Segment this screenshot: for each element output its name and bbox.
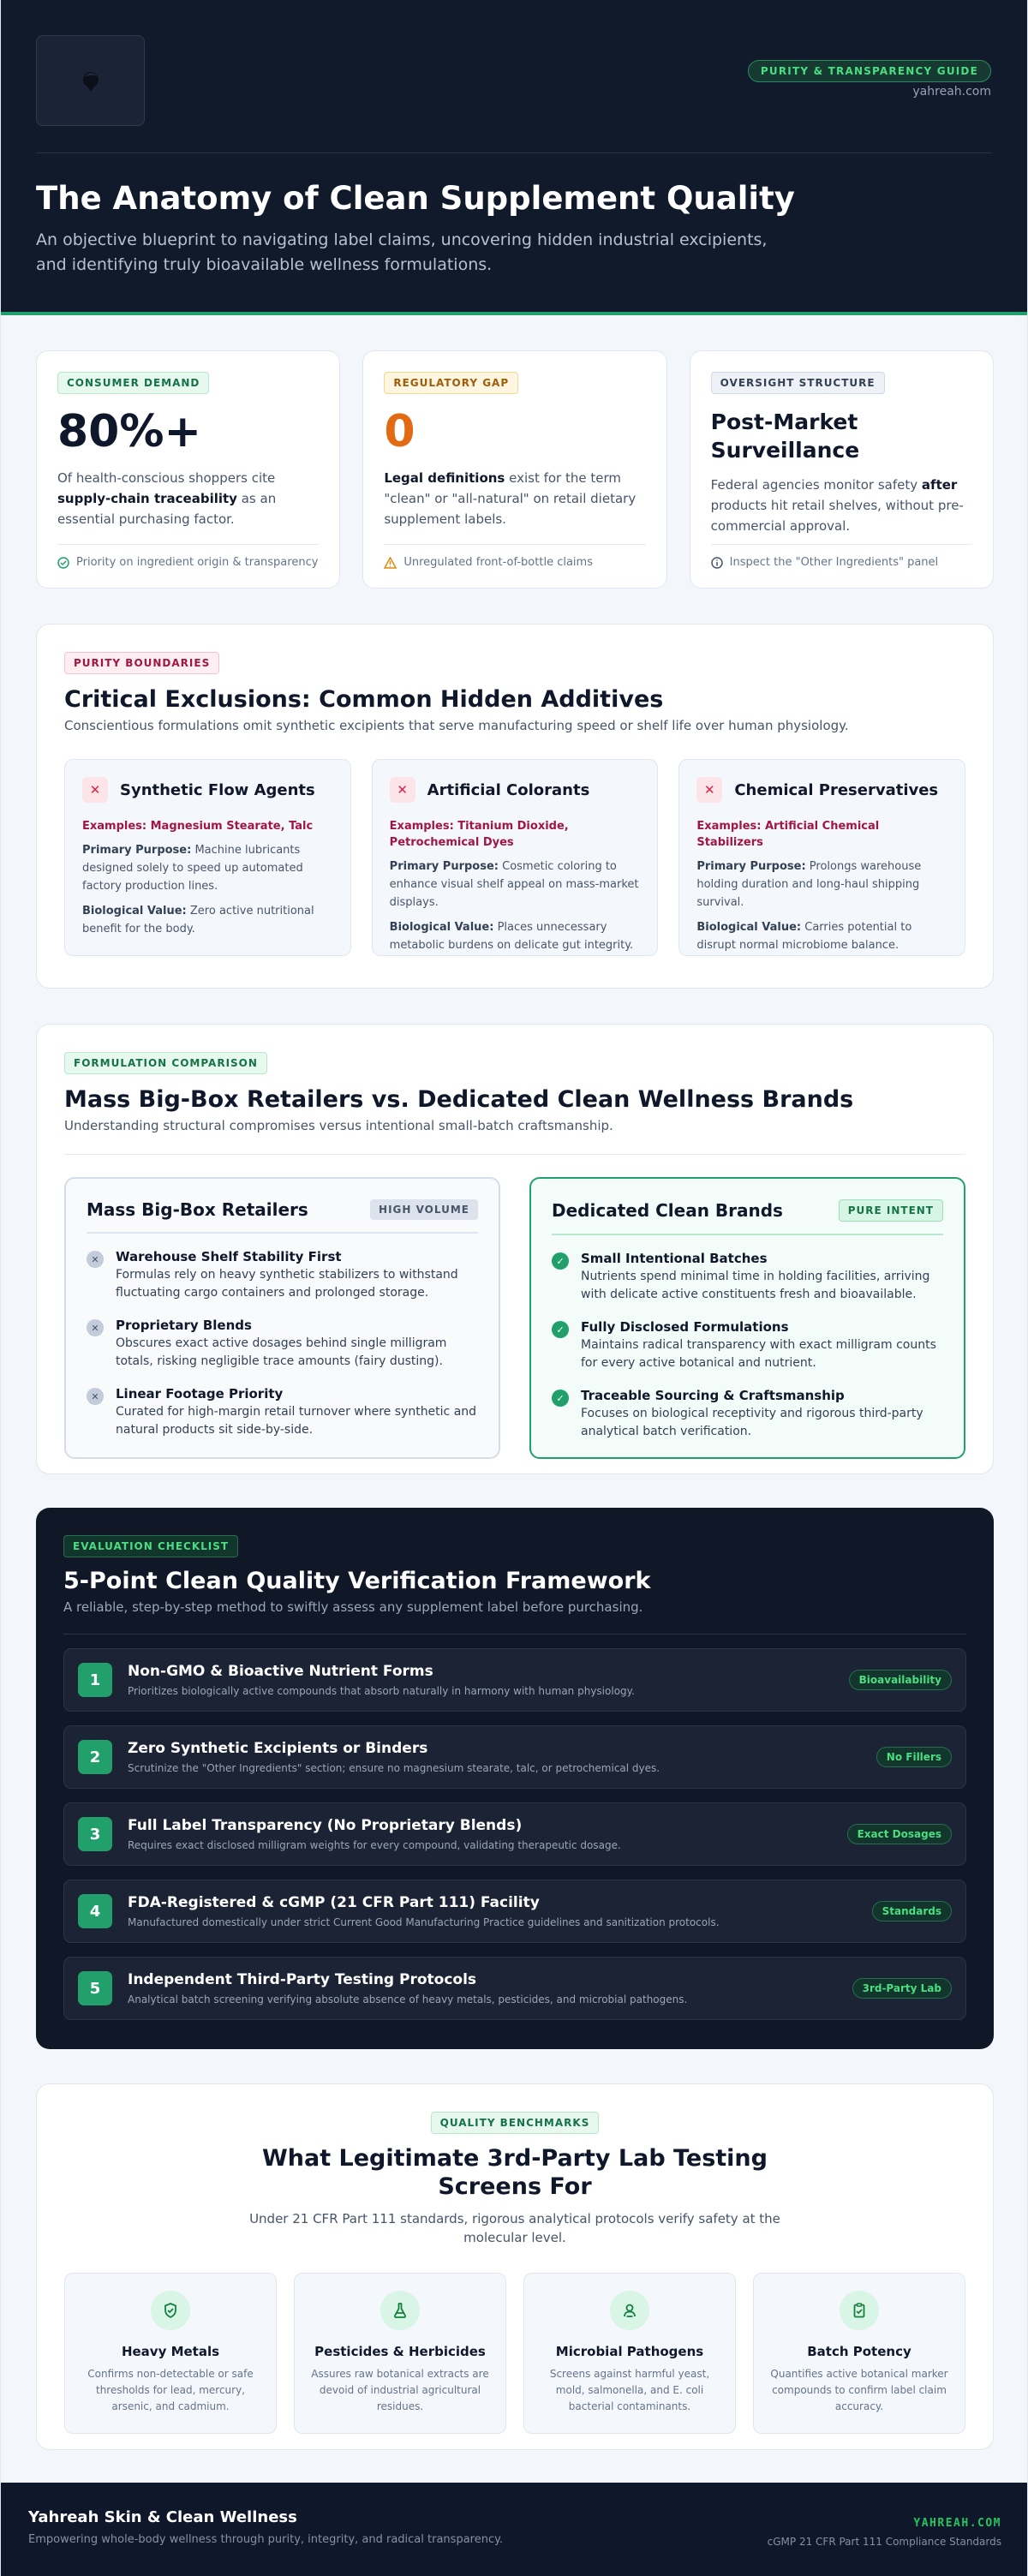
stat-value: 0 [384,406,415,457]
exclusion-value: Biological Value: Carries potential to disrupt normal microbiome balance. [696,921,912,952]
benchmark-title: Pesticides & Herbicides [314,2344,486,2359]
comparison-grid [64,1177,965,1459]
section-title: What Legitimate 3rd-Party Lab Testing Screens For [262,2145,768,2200]
footer-brand-name: Yahreah Skin & Clean Wellness [28,2508,297,2526]
step-text: Scrutinize the "Other Ingredients" section; ensure no magnesium stearate, talc, or petrochemical dyes. [128,1762,660,1774]
panel-title: Dedicated Clean Brands [552,1200,783,1221]
check-icon: ✓ [552,1390,569,1407]
info-icon [711,557,723,569]
stats-row [36,350,994,589]
step-title: Zero Synthetic Excipients or Binders [128,1740,428,1757]
step-number: 3 [78,1817,112,1851]
exclusion-card [372,759,659,956]
exclusions-section [36,624,994,989]
x-icon: ✕ [87,1251,104,1268]
x-icon: ✕ [82,777,108,803]
step-title: Non-GMO & Bioactive Nutrient Forms [128,1663,433,1680]
checklist-row [63,1880,966,1943]
step-title: Independent Third-Party Testing Protocols [128,1971,477,1988]
step-badge: Bioavailability [849,1670,952,1690]
stat-heading: Post-Market Surveillance [710,409,860,463]
checklist-row [63,1957,966,2020]
step-number: 1 [78,1663,112,1697]
step-badge: No Fillers [876,1747,952,1767]
step-badge: Standards [872,1901,952,1922]
hero-header [1,0,1027,315]
stat-description: Of health-conscious shoppers cite supply-chain traceability as an essential purchasing factor. [57,470,277,527]
benchmark-text: Confirms non-detectable or safe thresholds for lead, mercury, arsenic, and cadmium. [87,2368,254,2412]
guide-badge: PURITY & TRANSPARENCY GUIDE [748,60,991,82]
benchmark-card [294,2273,506,2434]
stat-footnote: Priority on ingredient origin & transparency [57,544,319,569]
step-badge: Exact Dosages [847,1824,952,1844]
x-icon: ✕ [390,777,415,803]
benchmarks-grid [64,2273,965,2434]
page-title: The Anatomy of Clean Supplement Quality [36,180,795,217]
stat-tag: REGULATORY GAP [384,372,518,394]
exclusion-value: Biological Value: Zero active nutritional benefit for the body. [82,905,314,935]
exclusion-examples: Examples: Titanium Dioxide, Petrochemical Dyes [389,820,569,849]
step-text: Manufactured domestically under strict Current Good Manufacturing Practice guidelines and sanitization protocols. [128,1916,720,1928]
stat-card-regulatory-gap [362,350,666,589]
clean-brands-panel [529,1177,965,1459]
section-tag: QUALITY BENCHMARKS [431,2112,600,2134]
section-title: Mass Big-Box Retailers vs. Dedicated Clean Wellness Brands [64,1086,854,1113]
step-number: 4 [78,1894,112,1928]
section-tag: PURITY BOUNDARIES [64,652,219,674]
list-item: ✕ Linear Footage Priority Curated for high-margin retail turnover where synthetic and natural products sit side-by-side. [87,1386,478,1439]
step-title: FDA-Registered & cGMP (21 CFR Part 111) Facility [128,1894,540,1911]
x-icon: ✕ [87,1388,104,1405]
stat-footnote: Inspect the "Other Ingredients" panel [711,544,972,569]
list-item: ✓ Traceable Sourcing & Craftsmanship Focuses on biological receptivity and rigorous third-party analytical batch verification. [552,1388,943,1441]
section-title: Critical Exclusions: Common Hidden Additives [64,686,664,713]
step-text: Prioritizes biologically active compounds that absorb naturally in harmony with human physiology. [128,1685,635,1697]
exclusion-examples: Examples: Magnesium Stearate, Talc [82,820,314,833]
check-circle-icon [57,557,69,569]
list-item: ✓ Fully Disclosed Formulations Maintains radical transparency with exact milligram counts for every active botanical and nutrient. [552,1319,943,1372]
checklist-row [63,1648,966,1712]
exclusion-card [678,759,965,956]
header-divider [36,152,992,153]
exclusions-grid [64,759,965,956]
benchmark-title: Batch Potency [807,2344,911,2359]
mass-retailers-panel [64,1177,500,1459]
exclusion-purpose: Primary Purpose: Prolongs warehouse holding duration and long-haul shipping survival. [696,860,922,909]
step-number: 2 [78,1740,112,1774]
check-icon: ✓ [552,1321,569,1338]
section-subtitle: Under 21 CFR Part 111 standards, rigorous analytical protocols verify safety at the molecular level. [249,2211,780,2245]
check-icon: ✓ [552,1252,569,1270]
benchmarks-section [36,2083,994,2450]
page-subtitle: An objective blueprint to navigating label claims, uncovering hidden industrial excipients, and identifying truly bioavailable wellness formulations. [36,230,768,274]
footer-site-link[interactable]: YAHREAH.COM [913,2517,1001,2530]
benchmark-card [753,2273,965,2434]
stat-footnote: Unregulated front-of-bottle claims [384,544,645,569]
panel-badge: HIGH VOLUME [370,1199,478,1220]
list-item: ✓ Small Intentional Batches Nutrients spend minimal time in holding facilities, arriving with delicate active constituents fresh and bioavailable. [552,1251,943,1304]
brand-logo[interactable] [36,35,145,126]
benchmark-title: Heavy Metals [121,2344,220,2359]
checklist-section [36,1508,994,2049]
list-item: ✕ Proprietary Blends Obscures exact active dosages behind single milligram totals, risking negligible trace amounts (fairy dusting). [87,1318,478,1371]
flask-icon [380,2291,420,2330]
panel-title: Mass Big-Box Retailers [87,1199,308,1220]
section-tag: FORMULATION COMPARISON [64,1052,267,1074]
stat-tag: OVERSIGHT STRUCTURE [711,372,885,394]
section-tag: EVALUATION CHECKLIST [63,1535,238,1557]
step-number: 5 [78,1971,112,2005]
page-footer [1,2483,1028,2576]
site-link[interactable]: yahreah.com [912,85,991,99]
checklist-row [63,1725,966,1789]
stat-value: 80%+ [57,406,202,457]
shield-check-icon [151,2291,190,2330]
footer-compliance: cGMP 21 CFR Part 111 Compliance Standards [767,2536,1001,2548]
section-title: 5-Point Clean Quality Verification Framework [63,1568,651,1594]
benchmark-text: Quantifies active botanical marker compounds to confirm label claim accuracy. [770,2368,948,2412]
clipboard-check-icon [840,2291,879,2330]
footer-tagline: Empowering whole-body wellness through purity, integrity, and radical transparency. [28,2533,504,2546]
benchmark-title: Microbial Pathogens [555,2344,704,2359]
section-subtitle: Conscientious formulations omit synthetic excipients that serve manufacturing speed or shelf life over human physiology. [64,718,849,733]
benchmark-text: Screens against harmful yeast, mold, salmonella, and E. coli bacterial contaminants. [549,2368,710,2412]
exclusion-title: Artificial Colorants [427,780,590,799]
list-item: ✕ Warehouse Shelf Stability First Formulas rely on heavy synthetic stabilizers to withstand fluctuating cargo containers and prolonged storage. [87,1249,478,1302]
step-title: Full Label Transparency (No Proprietary Blends) [128,1817,523,1834]
exclusion-purpose: Primary Purpose: Machine lubricants designed solely to speed up automated factory production lines. [82,844,303,893]
logo-mark-icon [76,66,105,95]
stat-card-consumer-demand [36,350,340,589]
step-text: Analytical batch screening verifying absolute absence of heavy metals, pesticides, and microbial pathogens. [128,1993,688,2005]
section-divider [64,1154,965,1155]
section-subtitle: Understanding structural compromises versus intentional small-batch craftsmanship. [64,1118,613,1133]
stat-description: Legal definitions exist for the term "clean" or "all-natural" on retail dietary supplement labels. [384,470,637,527]
stat-card-oversight [690,350,994,589]
stat-description: Federal agencies monitor safety after products hit retail shelves, without pre-commercial approval. [710,477,964,534]
exclusion-value: Biological Value: Places unnecessary metabolic burdens on delicate gut integrity. [389,921,634,952]
panel-badge: PURE INTENT [839,1199,943,1222]
benchmark-card [64,2273,277,2434]
x-icon: ✕ [696,777,722,803]
checklist-row [63,1802,966,1866]
step-text: Requires exact disclosed milligram weights for every compound, validating therapeutic dosage. [128,1839,621,1851]
comparison-section [36,1024,994,1474]
exclusion-purpose: Primary Purpose: Cosmetic coloring to enhance visual shelf appeal on mass-market displays. [389,860,639,909]
benchmark-text: Assures raw botanical extracts are devoid of industrial agricultural residues. [311,2368,489,2412]
stat-tag: CONSUMER DEMAND [57,372,209,394]
section-subtitle: A reliable, step-by-step method to swiftly assess any supplement label before purchasing. [63,1599,643,1615]
exclusion-title: Synthetic Flow Agents [120,780,315,799]
x-icon: ✕ [87,1319,104,1336]
benchmark-card [523,2273,736,2434]
step-badge: 3rd-Party Lab [852,1978,952,1999]
warning-triangle-icon [384,557,397,569]
exclusion-card [64,759,351,956]
section-divider [63,1634,966,1635]
exclusion-examples: Examples: Artificial Chemical Stabilizers [696,820,880,849]
exclusion-title: Chemical Preservatives [734,780,939,799]
microbe-icon [610,2291,649,2330]
